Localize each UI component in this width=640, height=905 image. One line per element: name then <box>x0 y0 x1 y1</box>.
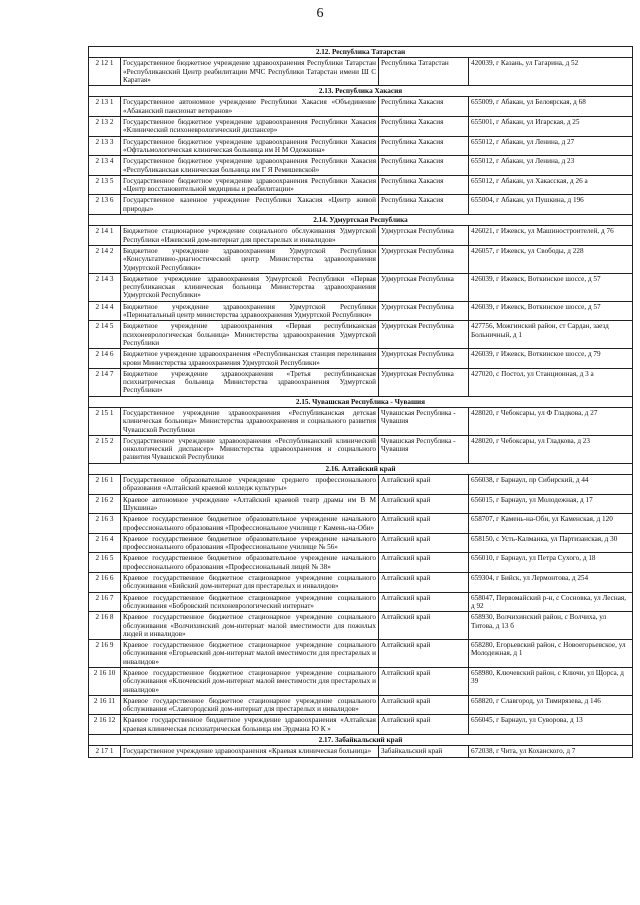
region: Республика Хакасия <box>379 136 469 156</box>
region: Удмуртская Республика <box>379 226 469 246</box>
region: Алтайский край <box>379 514 469 534</box>
row-number: 2 16 8 <box>89 612 121 640</box>
region: Алтайский край <box>379 592 469 612</box>
table-row <box>89 715 633 735</box>
section-header-row <box>89 86 633 97</box>
section-header-row <box>89 735 633 746</box>
region: Удмуртская Республика <box>379 368 469 396</box>
address: 658280, Егорьевский район, с Новоегорьевское, ул Молодежная, д 1 <box>469 640 633 668</box>
table-row <box>89 612 633 640</box>
region: Республика Хакасия <box>379 117 469 137</box>
institution-name: Бюджетное учреждение здравоохранения Удмуртской Республики «Первая республиканская клиническая больница Министерства здравоохранения Удмуртской Республики» <box>121 273 379 301</box>
institution-name: Государственное бюджетное учреждение здравоохранения Республики Хакасия «Клинический психоневрологический диспансер» <box>121 117 379 137</box>
row-number: 2 14 4 <box>89 301 121 321</box>
table-row <box>89 746 633 757</box>
address: 655012, г Абакан, ул Ленина, д 27 <box>469 136 633 156</box>
region: Удмуртская Республика <box>379 321 469 349</box>
row-number: 2 14 1 <box>89 226 121 246</box>
table-row <box>89 435 633 463</box>
region: Чувашская Республика - Чувашия <box>379 435 469 463</box>
region: Забайкальский край <box>379 746 469 757</box>
address: 427756, Можгинский район, ст Сардан, заезд Больничный, д 1 <box>469 321 633 349</box>
address: 672038, г Чита, ул Коханского, д 7 <box>469 746 633 757</box>
table-row <box>89 494 633 514</box>
address: 658930, Волчихинский район, с Волчиха, ул Титова, д 13 б <box>469 612 633 640</box>
page-number: 6 <box>316 6 324 21</box>
region: Алтайский край <box>379 668 469 696</box>
section-header-row <box>89 47 633 58</box>
address: 427020, с Постол, ул Станционная, д 3 а <box>469 368 633 396</box>
row-number: 2 15 2 <box>89 435 121 463</box>
table-row <box>89 97 633 117</box>
row-number: 2 13 6 <box>89 195 121 215</box>
region: Республика Хакасия <box>379 97 469 117</box>
institution-name: Краевое автономное учреждение «Алтайский краевой театр драмы им В М Шукшина» <box>121 494 379 514</box>
table-row <box>89 553 633 573</box>
region: Республика Татарстан <box>379 58 469 86</box>
institution-name: Краевое государственное бюджетное образовательное учреждение начального профессионального образования «Профессиональное училище № 56» <box>121 533 379 553</box>
row-number: 2 16 11 <box>89 695 121 715</box>
region: Республика Хакасия <box>379 195 469 215</box>
row-number: 2 16 4 <box>89 533 121 553</box>
row-number: 2 13 4 <box>89 156 121 176</box>
region: Алтайский край <box>379 715 469 735</box>
region: Алтайский край <box>379 640 469 668</box>
institution-name: Государственное учреждение здравоохранения «Краевая клиническая больница» <box>121 746 379 757</box>
institution-name: Государственное учреждение здравоохранения «Республиканский клинический онкологический диспансер» Министерства здравоохранения и социального развития Чувашской Республики <box>121 435 379 463</box>
address: 426021, г Ижевск, ул Машиностроителей, д 76 <box>469 226 633 246</box>
row-number: 2 16 6 <box>89 573 121 593</box>
address: 658980, Ключевский район, с Ключи, ул Щорса, д 39 <box>469 668 633 696</box>
region: Удмуртская Республика <box>379 301 469 321</box>
institution-name: Краевое государственное бюджетное учреждение здравоохранения «Алтайская краевая клиническая психиатрическая больница им Эрдмана Ю К » <box>121 715 379 735</box>
address: 655001, г Абакан, ул Игарская, д 25 <box>469 117 633 137</box>
institution-name: Государственное бюджетное учреждение здравоохранения Республики Хакасия «Центр восстановительной медицины и реабилитации» <box>121 175 379 195</box>
table-row <box>89 117 633 137</box>
section-title: 2.15. Чувашская Республика - Чувашия <box>89 396 633 407</box>
address: 655012, г Абакан, ул Хакасская, д 26 а <box>469 175 633 195</box>
section-title: 2.17. Забайкальский край <box>89 735 633 746</box>
address: 658047, Первомайский р-н, с Сосновка, ул Лесная, д 92 <box>469 592 633 612</box>
table-row <box>89 533 633 553</box>
row-number: 2 14 3 <box>89 273 121 301</box>
row-number: 2 16 9 <box>89 640 121 668</box>
address: 655009, г Абакан, ул Белоярская, д 68 <box>469 97 633 117</box>
table-body <box>89 47 633 758</box>
region: Алтайский край <box>379 573 469 593</box>
institution-name: Государственное бюджетное учреждение здравоохранения Республики Татарстан «Республиканский Центр реабилитации МЧС Республики Татарстан имени Ш С Каратая» <box>121 58 379 86</box>
table-row <box>89 573 633 593</box>
table-row <box>89 245 633 273</box>
table-row <box>89 368 633 396</box>
table-row <box>89 136 633 156</box>
row-number: 2 16 7 <box>89 592 121 612</box>
address: 655004, г Абакан, ул Пушкина, д 196 <box>469 195 633 215</box>
institution-name: Государственное бюджетное учреждение здравоохранения Республики Хакасия «Республиканская клиническая больница им Г Я Ремишевской» <box>121 156 379 176</box>
row-number: 2 15 1 <box>89 407 121 435</box>
table-row <box>89 321 633 349</box>
address: 659304, г Бийск, ул Лермонтова, д 254 <box>469 573 633 593</box>
institution-name: Краевое государственное бюджетное стационарное учреждение социального обслуживания «Ключевский дом-интернат малой вместимости для престарелых и инвалидов» <box>121 668 379 696</box>
address: 426057, г Ижевск, ул Свободы, д 228 <box>469 245 633 273</box>
address: 420039, г Казань, ул Гагарина, д 52 <box>469 58 633 86</box>
region: Чувашская Республика - Чувашия <box>379 407 469 435</box>
region: Удмуртская Республика <box>379 349 469 369</box>
region: Республика Хакасия <box>379 175 469 195</box>
row-number: 2 13 5 <box>89 175 121 195</box>
row-number: 2 13 1 <box>89 97 121 117</box>
institution-name: Государственное автономное учреждение Республики Хакасия «Объединение «Абаканский пансионат ветеранов» <box>121 97 379 117</box>
institution-name: Краевое государственное бюджетное образовательное учреждение начального профессионального образования «Профессиональное училище г Камень-на-Оби» <box>121 514 379 534</box>
table-row <box>89 58 633 86</box>
institution-name: Краевое государственное бюджетное стационарное учреждение социального обслуживания «Бобровский психоневрологический интернат» <box>121 592 379 612</box>
row-number: 2 16 10 <box>89 668 121 696</box>
address: 656015, г Барнаул, ул Молодежная, д 17 <box>469 494 633 514</box>
row-number: 2 14 2 <box>89 245 121 273</box>
section-title: 2.12. Республика Татарстан <box>89 47 633 58</box>
section-header-row <box>89 396 633 407</box>
institution-name: Краевое государственное бюджетное стационарное учреждение социального обслуживания «Бийский дом-интернат для престарелых и инвалидов» <box>121 573 379 593</box>
table-row <box>89 156 633 176</box>
row-number: 2 16 12 <box>89 715 121 735</box>
region: Удмуртская Республика <box>379 273 469 301</box>
row-number: 2 16 1 <box>89 475 121 495</box>
region: Алтайский край <box>379 533 469 553</box>
table-row <box>89 195 633 215</box>
institution-name: Государственное бюджетное учреждение здравоохранения Республики Хакасия «Офтальмологическая клиническая больница им Н М Одежкина» <box>121 136 379 156</box>
address: 658820, г Славгород, ул Тимирязева, д 146 <box>469 695 633 715</box>
section-title: 2.14. Удмуртская Республика <box>89 215 633 226</box>
region: Республика Хакасия <box>379 156 469 176</box>
row-number: 2 13 2 <box>89 117 121 137</box>
institution-name: Государственное казенное учреждение Республики Хакасия «Центр живой природы» <box>121 195 379 215</box>
address: 656010, г Барнаул, ул Петра Сухого, д 18 <box>469 553 633 573</box>
region: Удмуртская Республика <box>379 245 469 273</box>
address: 428020, г Чебоксары, ул Гладкова, д 23 <box>469 435 633 463</box>
address: 658707, г Камень-на-Оби, ул Каменская, д 120 <box>469 514 633 534</box>
row-number: 2 14 5 <box>89 321 121 349</box>
institution-name: Краевое государственное бюджетное стационарное учреждение социального обслуживания «Славгородский дом-интернат для престарелых и инвалидов» <box>121 695 379 715</box>
institution-name: Краевое государственное бюджетное стационарное учреждение социального обслуживания «Егорьевский дом-интернат малой вместимости для престарелых и инвалидов» <box>121 640 379 668</box>
table-row <box>89 301 633 321</box>
table-row <box>89 592 633 612</box>
institution-name: Бюджетное учреждение здравоохранения Удмуртской Республики «Перинатальный центр министерства здравоохранения Удмуртской Республики» <box>121 301 379 321</box>
section-header-row <box>89 215 633 226</box>
table-row <box>89 273 633 301</box>
address: 426039, г Ижевск, Воткинское шоссе, д 57 <box>469 273 633 301</box>
table-row <box>89 640 633 668</box>
row-number: 2 14 6 <box>89 349 121 369</box>
table-row <box>89 475 633 495</box>
row-number: 2 12 1 <box>89 58 121 86</box>
institution-name: Бюджетное учреждение здравоохранения «Республиканская станция переливания крови Министерства здравоохранения Удмуртской Республики» <box>121 349 379 369</box>
row-number: 2 14 7 <box>89 368 121 396</box>
table-row <box>89 349 633 369</box>
region: Алтайский край <box>379 475 469 495</box>
institution-name: Бюджетное учреждение здравоохранения Удмуртской Республики «Консультативно-диагностический центр Министерства здравоохранения Удмуртской Республики» <box>121 245 379 273</box>
table-row <box>89 407 633 435</box>
row-number: 2 13 3 <box>89 136 121 156</box>
row-number: 2 16 5 <box>89 553 121 573</box>
institution-name: Краевое государственное бюджетное стационарное учреждение социального обслуживания «Волчихинский дом-интернат малой вместимости для пожилых людей и инвалидов» <box>121 612 379 640</box>
section-header-row <box>89 463 633 474</box>
section-title: 2.16. Алтайский край <box>89 463 633 474</box>
row-number: 2 16 3 <box>89 514 121 534</box>
region: Алтайский край <box>379 695 469 715</box>
row-number: 2 16 2 <box>89 494 121 514</box>
address: 428020, г Чебоксары, ул Ф Гладкова, д 27 <box>469 407 633 435</box>
institution-name: Бюджетное учреждение здравоохранения «Первая республиканская психоневрологическая больница» Министерства здравоохранения Удмуртской Республики <box>121 321 379 349</box>
institution-name: Государственное учреждение здравоохранения «Республиканская детская клиническая больница» Министерства здравоохранения и социального развития Чувашской Республики <box>121 407 379 435</box>
address: 656045, г Барнаул, ул Суворова, д 13 <box>469 715 633 735</box>
table-row <box>89 175 633 195</box>
institution-name: Краевое государственное бюджетное образовательное учреждение начального профессионального образования «Профессиональный лицей № 38» <box>121 553 379 573</box>
table-row <box>89 668 633 696</box>
region: Алтайский край <box>379 612 469 640</box>
region: Алтайский край <box>379 553 469 573</box>
address: 656038, г Барнаул, пр Сибирский, д 44 <box>469 475 633 495</box>
table-row <box>89 514 633 534</box>
address: 655012, г Абакан, ул Ленина, д 23 <box>469 156 633 176</box>
institution-name: Бюджетное учреждение здравоохранения «Третья республиканская психиатрическая больница Министерства здравоохранения Удмуртской Республики» <box>121 368 379 396</box>
institution-name: Государственное образовательное учреждение среднего профессионального образования «Алтайский краевой колледж культуры» <box>121 475 379 495</box>
region: Алтайский край <box>379 494 469 514</box>
institution-name: Бюджетное стационарное учреждение социального обслуживания Удмуртской Республики «Ижевский дом-интернат для престарелых и инвалидов» <box>121 226 379 246</box>
row-number: 2 17 1 <box>89 746 121 757</box>
address: 426039, г Ижевск, Воткинское шоссе, д 57 <box>469 301 633 321</box>
address: 426039, г Ижевск, Воткинское шоссе, д 79 <box>469 349 633 369</box>
section-title: 2.13. Республика Хакасия <box>89 86 633 97</box>
table-row <box>89 226 633 246</box>
table-row <box>89 695 633 715</box>
address: 658150, с Усть-Калманка, ул Партизанская, д 30 <box>469 533 633 553</box>
institutions-table <box>88 46 633 758</box>
